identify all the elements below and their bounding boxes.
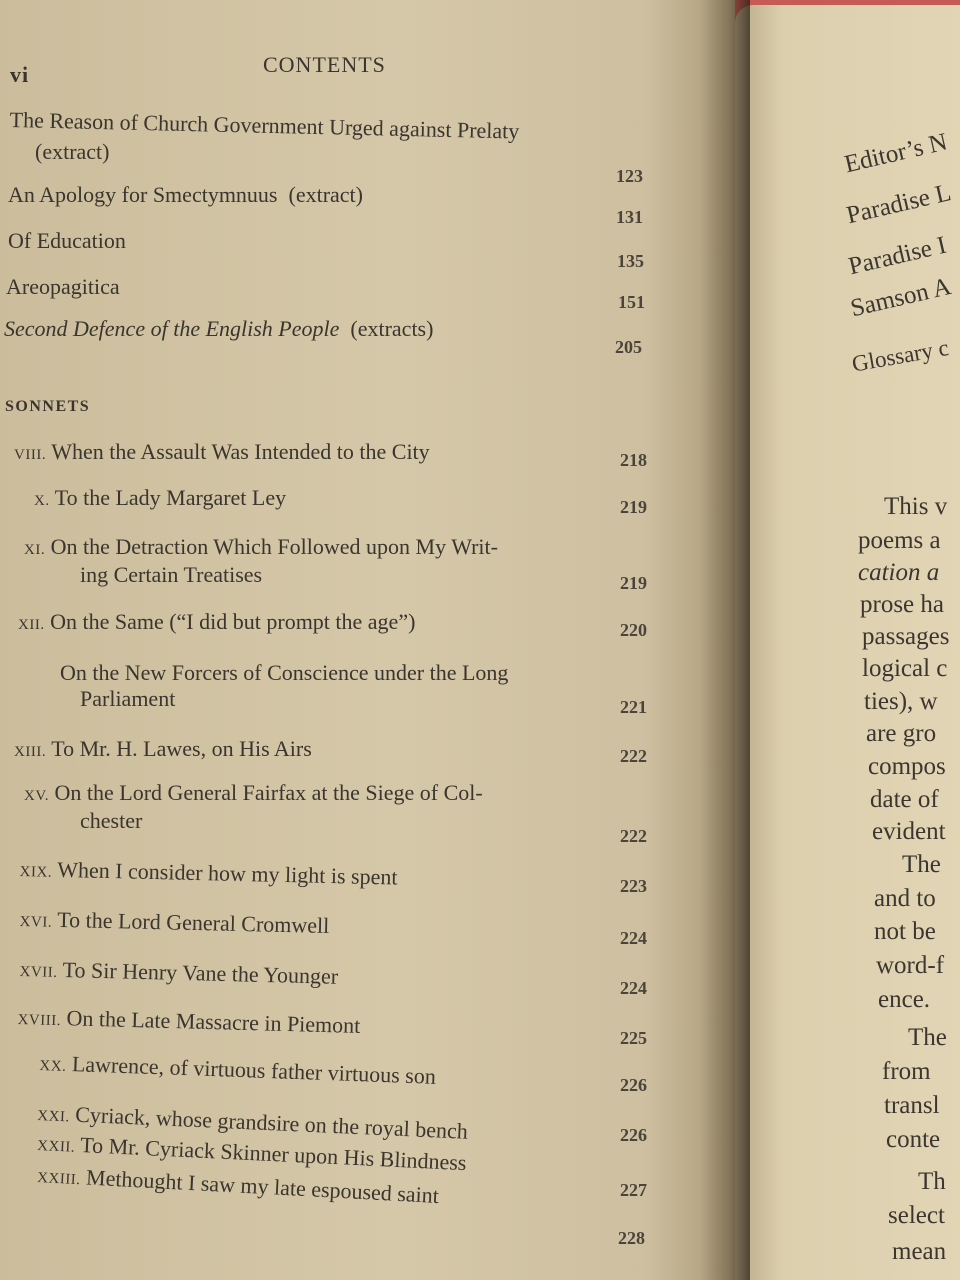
right-text-line: The xyxy=(908,1024,947,1051)
sonnet-entry: XVIII. On the Late Massacre in Piemont xyxy=(17,1005,361,1038)
right-text-line: from xyxy=(882,1058,931,1085)
toc-entry-page: 223 xyxy=(620,876,647,896)
toc-entry-page: 151 xyxy=(618,292,645,312)
toc-entry-page: 222 xyxy=(620,746,647,766)
right-text-line: This v xyxy=(884,493,948,520)
toc-entry-page: 219 xyxy=(620,573,647,593)
page-gutter-shadow xyxy=(700,0,750,1280)
sonnet-entry-continued: chester xyxy=(80,808,143,833)
toc-entry-page: 226 xyxy=(620,1125,647,1145)
section-heading: SONNETS xyxy=(5,398,91,415)
right-contents-line: Paradise L xyxy=(844,179,954,230)
right-contents-line: Samson A xyxy=(848,273,954,323)
sonnet-entry: XV. On the Lord General Fairfax at the Siege of Col- xyxy=(24,780,483,805)
right-contents-line: Glossary c xyxy=(850,335,951,377)
sonnet-entry: XIX. When I consider how my light is spent xyxy=(19,856,398,890)
right-text-line: compos xyxy=(868,753,946,780)
toc-entry-page: 218 xyxy=(620,450,647,470)
toc-entry-page: 227 xyxy=(620,1180,647,1200)
toc-entry-page: 205 xyxy=(615,337,642,357)
right-text-line: and to xyxy=(874,885,936,912)
right-text-line: transl xyxy=(884,1092,940,1119)
sonnet-entry: XII. On the Same (“I did but prompt the age”) xyxy=(18,609,416,634)
toc-entry-title: An Apology for Smectymnuus (extract) xyxy=(8,182,363,207)
right-text-line: logical c xyxy=(862,655,948,682)
right-text-line: date of xyxy=(870,786,939,813)
right-text-line: are gro xyxy=(866,720,937,747)
toc-entry-page: 220 xyxy=(620,620,647,640)
toc-entry-title: Of Education xyxy=(8,228,126,253)
right-text-line: mean xyxy=(892,1238,947,1265)
toc-entry-page: 123 xyxy=(616,166,643,186)
sonnet-entry: XXI. Cyriack, whose grandsire on the royal bench xyxy=(36,1101,469,1144)
right-contents-line: Editor’s N xyxy=(842,128,950,179)
right-text-line: poems a xyxy=(858,527,941,554)
toc-entry-page: 222 xyxy=(620,826,647,846)
toc-entry-page: 135 xyxy=(617,251,644,271)
toc-entry-title-continued: (extract) xyxy=(35,139,110,164)
sonnet-entry-continued: Parliament xyxy=(80,686,176,711)
sonnet-entry: XIII. To Mr. H. Lawes, on His Airs xyxy=(14,736,312,761)
toc-entry-page: 224 xyxy=(620,978,647,998)
right-text-line: select xyxy=(888,1202,945,1229)
sonnet-entry: XVII. To Sir Henry Vane the Younger xyxy=(19,957,339,989)
sonnet-entry: VIII. When the Assault Was Intended to the City xyxy=(14,439,430,464)
sonnet-entry: XXIII. Methought I saw my late espoused saint xyxy=(36,1164,440,1209)
toc-entry-title: The Reason of Church Government Urged against Prelaty xyxy=(9,107,520,144)
toc-entry-page: 224 xyxy=(620,928,647,948)
right-text-line: prose ha xyxy=(860,591,944,618)
right-text-line: ties), w xyxy=(864,688,938,715)
page-number: vi xyxy=(10,62,30,87)
toc-entry-title: Areopagitica xyxy=(6,274,120,299)
toc-entry-page: 219 xyxy=(620,497,647,517)
toc-entry-page: 226 xyxy=(620,1075,647,1095)
sonnet-entry: X. To the Lady Margaret Ley xyxy=(34,485,287,510)
sonnet-entry: XX. Lawrence, of virtuous father virtuous son xyxy=(39,1051,437,1089)
right-text-line: The xyxy=(902,851,941,878)
right-text-line: not be xyxy=(874,918,936,945)
sonnet-entry: On the New Forcers of Conscience under the Long xyxy=(60,660,509,685)
right-text-line: evident xyxy=(872,818,946,845)
right-text-line: ence. xyxy=(878,986,931,1013)
right-text-line: Th xyxy=(918,1168,946,1195)
right-text-line: word-f xyxy=(876,952,945,979)
right-contents-line: Paradise I xyxy=(846,231,949,281)
toc-entry-page: 225 xyxy=(620,1028,647,1048)
toc-entry-page: 221 xyxy=(620,697,647,717)
sonnet-entry: XI. On the Detraction Which Followed upon My Writ- xyxy=(24,534,498,559)
sonnet-entry-continued: ing Certain Treatises xyxy=(80,562,263,587)
right-text-line: cation a xyxy=(858,559,940,586)
toc-entry-title: Second Defence of the English People (extracts) xyxy=(4,316,434,341)
sonnet-entry: XXII. To Mr. Cyriack Skinner upon His Blindness xyxy=(36,1132,468,1176)
toc-entry-page: 131 xyxy=(616,207,643,227)
page-title: CONTENTS xyxy=(263,52,386,77)
right-text-line: passages xyxy=(862,623,950,650)
toc-entry-page: 228 xyxy=(618,1228,645,1248)
right-text-line: conte xyxy=(886,1126,941,1153)
sonnet-entry: XVI. To the Lord General Cromwell xyxy=(19,906,330,939)
